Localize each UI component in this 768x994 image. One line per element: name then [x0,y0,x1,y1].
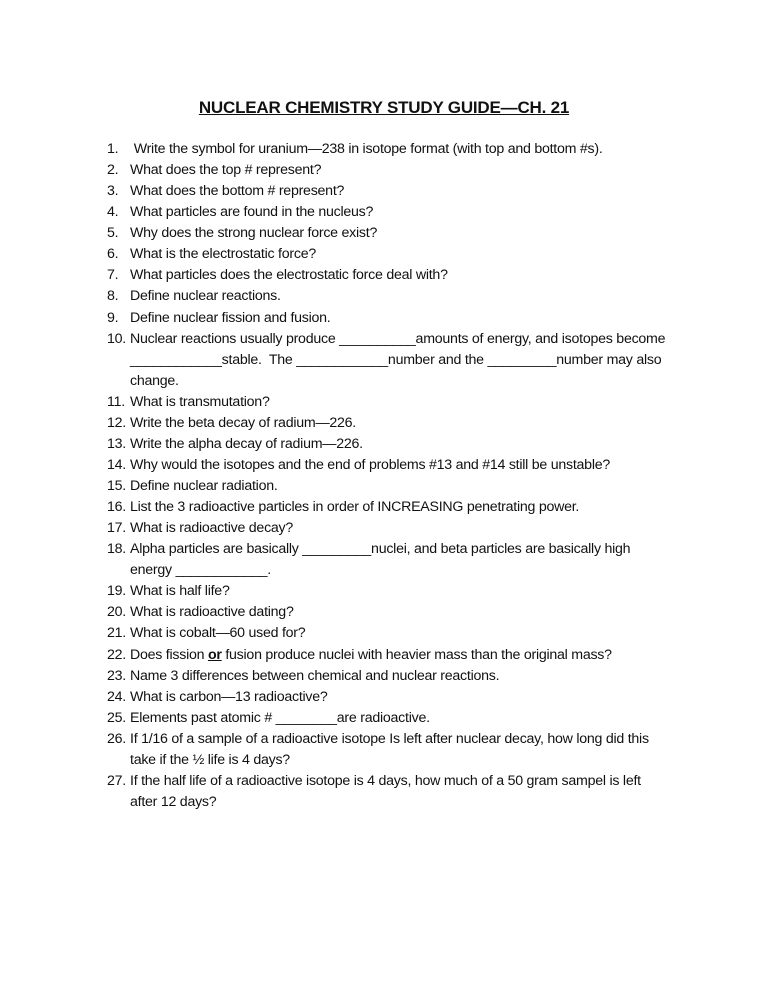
question-text [130,708,727,729]
question-line: What is half life? [130,583,230,600]
question-item [107,265,727,286]
question-item [107,329,727,392]
question-number: 14. [107,456,126,473]
page-title: NUCLEAR CHEMISTRY STUDY GUIDE—CH. 21 [198,98,570,117]
question-line: Alpha particles are basically _________nuclei, and beta particles are basically high [130,541,631,558]
question-item [107,602,727,623]
question-line: What is transmutation? [130,393,270,410]
question-line: What is cobalt—60 used for? [130,625,306,642]
question-number: 17. [107,520,126,537]
question-text [130,392,727,413]
question-number: 15. [107,478,126,494]
question-line: Define nuclear fission and fusion. [130,309,331,326]
question-line: What is radioactive decay? [130,520,294,537]
question-line: What particles are found in the nucleus? [130,204,374,221]
question-line: ____________stable. The ____________number and the _________number may also [130,351,662,368]
question-item [107,497,727,518]
question-line: Why would the isotopes and the end of problems #13 and #14 still be unstable? [130,456,611,473]
question-text [130,602,727,623]
question-number: 24. [107,688,126,705]
question-text [130,265,727,286]
question-line: If the half life of a radioactive isotope is 4 days, how much of a 50 gram sampel is left [130,772,641,789]
question-text [130,223,727,244]
question-number: 10. [107,330,126,347]
question-number: 5. [107,225,119,242]
question-item [107,392,727,413]
question-text [130,687,727,708]
question-item [107,666,727,687]
question-text [130,139,727,160]
question-text [130,518,727,539]
question-number: 20. [107,604,126,621]
question-line: Write the beta decay of radium—226. [130,414,356,431]
question-line: What is radioactive dating? [130,604,294,621]
question-item [107,476,727,497]
question-item [107,645,727,666]
question-line: Write the symbol for uranium—238 in isotope format (with top and bottom #s). [130,141,603,157]
question-number: 16. [107,499,126,516]
question-item [107,413,727,434]
question-text [130,771,727,813]
question-text [130,181,727,202]
question-number: 27. [107,772,126,789]
question-line: What particles does the electrostatic force deal with? [130,267,448,284]
question-number: 13. [107,435,126,452]
question-item [107,539,727,581]
question-line: Define nuclear radiation. [130,478,278,494]
question-text [130,476,727,497]
question-number: 21. [107,625,126,642]
question-item [107,623,727,644]
question-number: 19. [107,583,126,600]
question-line: What does the top # represent? [130,162,322,179]
question-item [107,518,727,539]
question-number: 11. [107,393,125,410]
question-line: Name 3 differences between chemical and nuclear reactions. [130,667,500,684]
question-text [130,308,727,329]
question-line: If 1/16 of a sample of a radioactive isotope Is left after nuclear decay, how long did this [130,730,649,747]
question-item [107,244,727,265]
question-number: 4. [107,204,119,221]
question-text-part: fusion produce nuclei with heavier mass than the original mass? [221,646,612,663]
question-number: 9. [107,309,119,326]
question-line: Write the alpha decay of radium—226. [130,435,363,452]
question-line: List the 3 radioactive particles in order of INCREASING penetrating power. [130,499,580,516]
question-text [130,581,727,602]
question-item [107,687,727,708]
question-item [107,286,727,307]
question-number: 6. [107,246,119,263]
question-item [107,160,727,181]
question-number: 18. [107,541,126,558]
question-text [130,160,727,181]
question-item [107,729,727,771]
question-line: energy ____________. [130,562,271,579]
question-text [130,434,727,455]
question-text [130,645,727,666]
question-item [107,181,727,202]
question-text [130,202,727,223]
question-text [130,497,727,518]
question-item [107,202,727,223]
question-list [107,139,727,813]
question-item [107,139,727,160]
question-line: change. [130,372,179,389]
question-line: after 12 days? [130,793,217,810]
question-text [130,413,727,434]
question-text [130,286,727,307]
question-line: What does the bottom # represent? [130,183,345,200]
question-text [130,623,727,644]
question-item [107,223,727,244]
question-number: 7. [107,267,119,284]
question-number: 1. [107,141,119,157]
question-number: 8. [107,288,119,305]
question-text [130,329,727,392]
question-text [130,244,727,265]
question-text-part: Does fission [130,646,208,663]
question-line: What is the electrostatic force? [130,246,316,263]
question-line: Elements past atomic # ________are radioactive. [130,709,430,726]
question-number: 23. [107,667,126,684]
question-item [107,308,727,329]
question-number: 22. [107,646,126,663]
question-text [130,666,727,687]
question-text [130,729,727,771]
question-item [107,455,727,476]
question-line: Define nuclear reactions. [130,288,281,305]
question-number: 12. [107,414,126,431]
question-item [107,708,727,729]
question-item [107,434,727,455]
question-line: Nuclear reactions usually produce __________amounts of energy, and isotopes become [130,330,666,347]
question-number: 26. [107,730,126,747]
question-number: 2. [107,162,119,179]
emphasized-word: or [207,646,222,663]
question-number: 3. [107,183,119,200]
question-line: Why does the strong nuclear force exist? [130,225,378,242]
question-item [107,771,727,813]
question-line: take if the ½ life is 4 days? [130,751,290,768]
question-text [130,539,727,581]
question-text [130,455,727,476]
question-item [107,581,727,602]
question-number: 25. [107,709,126,726]
question-line: What is carbon—13 radioactive? [130,688,328,705]
